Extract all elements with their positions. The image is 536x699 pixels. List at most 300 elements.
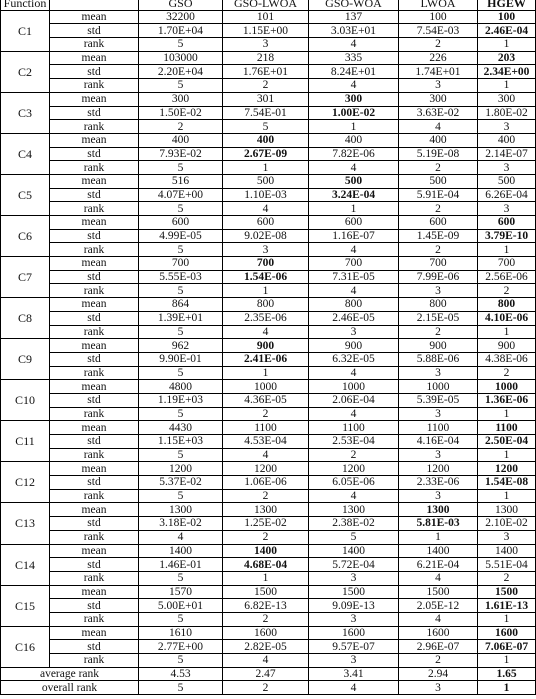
function-name-cell: C7 — [1, 257, 50, 298]
summary-label-cell: overall rank — [1, 681, 139, 695]
value-cell: 5 — [139, 489, 223, 503]
summary-value-cell: 2.94 — [399, 667, 478, 681]
value-cell: 1.15E+03 — [139, 435, 223, 449]
value-cell: 4800 — [139, 380, 223, 394]
stat-label-cell: mean — [50, 503, 139, 517]
value-cell: 1 — [223, 161, 309, 175]
value-cell: 1400 — [478, 544, 536, 558]
value-cell: 2.53E-04 — [309, 435, 399, 449]
stat-label-cell: std — [50, 352, 139, 366]
value-cell: 4 — [399, 612, 478, 626]
value-cell: 5 — [139, 161, 223, 175]
value-cell: 101 — [223, 10, 309, 24]
value-cell: 3.63E-02 — [399, 106, 478, 120]
table-row — [1, 366, 536, 380]
value-cell: 900 — [478, 339, 536, 353]
value-cell: 1100 — [309, 421, 399, 435]
stat-label-cell: rank — [50, 79, 139, 93]
value-cell: 4 — [223, 202, 309, 216]
value-cell: 5 — [139, 284, 223, 298]
value-cell: 4 — [399, 120, 478, 134]
table-row — [1, 339, 536, 353]
value-cell: 800 — [309, 298, 399, 312]
value-cell: 1 — [478, 38, 536, 52]
table-row — [1, 216, 536, 230]
value-cell: 100 — [478, 10, 536, 24]
value-cell: 1 — [478, 654, 536, 668]
value-cell: 3 — [478, 530, 536, 544]
value-cell: 2 — [478, 366, 536, 380]
table-row — [1, 544, 536, 558]
value-cell: 700 — [139, 257, 223, 271]
value-cell: 1610 — [139, 626, 223, 640]
function-name-cell: C4 — [1, 133, 50, 174]
stat-label-cell: rank — [50, 284, 139, 298]
value-cell: 335 — [309, 51, 399, 65]
value-cell: 2 — [399, 38, 478, 52]
value-cell: 3 — [399, 407, 478, 421]
value-cell: 5.72E-04 — [309, 558, 399, 572]
stat-label-cell: mean — [50, 626, 139, 640]
value-cell: 1200 — [399, 462, 478, 476]
value-cell: 4 — [139, 530, 223, 544]
value-cell: 4 — [309, 284, 399, 298]
value-cell: 1400 — [223, 544, 309, 558]
value-cell: 5.00E+01 — [139, 599, 223, 613]
value-cell: 1.61E-13 — [478, 599, 536, 613]
value-cell: 800 — [399, 298, 478, 312]
value-cell: 3 — [223, 243, 309, 257]
value-cell: 400 — [223, 133, 309, 147]
value-cell: 2 — [399, 325, 478, 339]
table-row — [1, 106, 536, 120]
stat-label-cell: mean — [50, 133, 139, 147]
stat-label-cell: mean — [50, 462, 139, 476]
value-cell: 1000 — [478, 380, 536, 394]
summary-value-cell: 5 — [139, 681, 223, 695]
value-cell: 1570 — [139, 585, 223, 599]
stat-label-cell: rank — [50, 243, 139, 257]
table-body — [1, 10, 536, 694]
value-cell: 5 — [139, 202, 223, 216]
value-cell: 5 — [139, 571, 223, 585]
value-cell: 1.54E-06 — [223, 270, 309, 284]
value-cell: 1.45E-09 — [399, 229, 478, 243]
value-cell: 8.24E+01 — [309, 65, 399, 79]
value-cell: 103000 — [139, 51, 223, 65]
value-cell: 300 — [309, 92, 399, 106]
value-cell: 1 — [223, 571, 309, 585]
header-gso-woa: GSO-WOA — [309, 0, 399, 10]
value-cell: 4 — [399, 571, 478, 585]
stat-label-cell: mean — [50, 216, 139, 230]
value-cell: 2.05E-12 — [399, 599, 478, 613]
value-cell: 1000 — [223, 380, 309, 394]
value-cell: 1 — [478, 79, 536, 93]
value-cell: 1.46E-01 — [139, 558, 223, 572]
value-cell: 1.74E+01 — [399, 65, 478, 79]
value-cell: 1.80E-02 — [478, 106, 536, 120]
value-cell: 4 — [223, 654, 309, 668]
value-cell: 2.35E-06 — [223, 311, 309, 325]
table-row — [1, 147, 536, 161]
value-cell: 2.20E+04 — [139, 65, 223, 79]
value-cell: 9.90E-01 — [139, 352, 223, 366]
value-cell: 4 — [309, 489, 399, 503]
value-cell: 500 — [478, 174, 536, 188]
value-cell: 4 — [309, 243, 399, 257]
value-cell: 2.10E-02 — [478, 517, 536, 531]
value-cell: 1200 — [309, 462, 399, 476]
value-cell: 700 — [399, 257, 478, 271]
value-cell: 1.54E-08 — [478, 476, 536, 490]
table-row — [1, 38, 536, 52]
value-cell: 864 — [139, 298, 223, 312]
table-row — [1, 188, 536, 202]
value-cell: 32200 — [139, 10, 223, 24]
table-row — [1, 517, 536, 531]
value-cell: 1 — [478, 489, 536, 503]
stat-label-cell: std — [50, 65, 139, 79]
table-row — [1, 476, 536, 490]
value-cell: 1200 — [139, 462, 223, 476]
value-cell: 3 — [478, 161, 536, 175]
summary-value-cell: 3.41 — [309, 667, 399, 681]
table-row — [1, 435, 536, 449]
value-cell: 1.36E-06 — [478, 393, 536, 407]
value-cell: 3 — [478, 120, 536, 134]
value-cell: 1.00E-02 — [309, 106, 399, 120]
table-row — [1, 571, 536, 585]
table-row — [1, 92, 536, 106]
value-cell: 2.33E-06 — [399, 476, 478, 490]
value-cell: 1600 — [309, 626, 399, 640]
value-cell: 4.53E-04 — [223, 435, 309, 449]
function-name-cell: C16 — [1, 626, 50, 667]
value-cell: 1 — [478, 612, 536, 626]
value-cell: 2 — [223, 407, 309, 421]
value-cell: 5 — [139, 243, 223, 257]
value-cell: 3 — [309, 654, 399, 668]
stat-label-cell: std — [50, 640, 139, 654]
value-cell: 962 — [139, 339, 223, 353]
value-cell: 3 — [399, 284, 478, 298]
value-cell: 2.14E-07 — [478, 147, 536, 161]
stat-label-cell: std — [50, 476, 139, 490]
value-cell: 7.82E-06 — [309, 147, 399, 161]
value-cell: 203 — [478, 51, 536, 65]
value-cell: 9.57E-07 — [309, 640, 399, 654]
value-cell: 2 — [399, 202, 478, 216]
stat-label-cell: mean — [50, 380, 139, 394]
value-cell: 700 — [478, 257, 536, 271]
value-cell: 2 — [399, 654, 478, 668]
table-row — [1, 421, 536, 435]
value-cell: 4 — [309, 79, 399, 93]
table-row — [1, 161, 536, 175]
value-cell: 2 — [399, 161, 478, 175]
table-row — [1, 243, 536, 257]
value-cell: 3 — [399, 448, 478, 462]
stat-label-cell: rank — [50, 489, 139, 503]
value-cell: 1600 — [223, 626, 309, 640]
value-cell: 600 — [223, 216, 309, 230]
value-cell: 5.88E-06 — [399, 352, 478, 366]
value-cell: 2.96E-07 — [399, 640, 478, 654]
stat-label-cell: std — [50, 24, 139, 38]
table-row — [1, 257, 536, 271]
value-cell: 3 — [399, 366, 478, 380]
value-cell: 1 — [309, 120, 399, 134]
value-cell: 4.68E-04 — [223, 558, 309, 572]
value-cell: 1400 — [139, 544, 223, 558]
value-cell: 226 — [399, 51, 478, 65]
value-cell: 7.06E-07 — [478, 640, 536, 654]
value-cell: 1.06E-06 — [223, 476, 309, 490]
value-cell: 7.54E-01 — [223, 106, 309, 120]
stat-label-cell: std — [50, 106, 139, 120]
stat-label-cell: mean — [50, 585, 139, 599]
value-cell: 1100 — [478, 421, 536, 435]
function-name-cell: C11 — [1, 421, 50, 462]
value-cell: 4430 — [139, 421, 223, 435]
function-name-cell: C5 — [1, 174, 50, 215]
header-gso-lwoa: GSO-LWOA — [223, 0, 309, 10]
value-cell: 100 — [399, 10, 478, 24]
stat-label-cell: rank — [50, 654, 139, 668]
value-cell: 1 — [309, 202, 399, 216]
value-cell: 6.05E-06 — [309, 476, 399, 490]
value-cell: 900 — [309, 339, 399, 353]
value-cell: 1300 — [223, 503, 309, 517]
value-cell: 1300 — [399, 503, 478, 517]
value-cell: 2 — [478, 284, 536, 298]
value-cell: 4.38E-06 — [478, 352, 536, 366]
value-cell: 5 — [139, 325, 223, 339]
value-cell: 500 — [223, 174, 309, 188]
table-row — [1, 133, 536, 147]
value-cell: 1 — [478, 448, 536, 462]
value-cell: 1400 — [399, 544, 478, 558]
value-cell: 4.10E-06 — [478, 311, 536, 325]
value-cell: 3 — [309, 571, 399, 585]
table-row — [1, 298, 536, 312]
function-name-cell: C10 — [1, 380, 50, 421]
table-row — [1, 626, 536, 640]
stat-label-cell: std — [50, 435, 139, 449]
value-cell: 300 — [478, 92, 536, 106]
value-cell: 900 — [399, 339, 478, 353]
table-row — [1, 599, 536, 613]
value-cell: 400 — [478, 133, 536, 147]
table-row — [1, 530, 536, 544]
value-cell: 2.77E+00 — [139, 640, 223, 654]
value-cell: 6.26E-04 — [478, 188, 536, 202]
value-cell: 4 — [309, 366, 399, 380]
value-cell: 1.39E+01 — [139, 311, 223, 325]
function-name-cell: C15 — [1, 585, 50, 626]
value-cell: 7.93E-02 — [139, 147, 223, 161]
value-cell: 7.99E-06 — [399, 270, 478, 284]
stat-label-cell: std — [50, 599, 139, 613]
header-lwoa: LWOA — [399, 0, 478, 10]
value-cell: 1.76E+01 — [223, 65, 309, 79]
table-row — [1, 640, 536, 654]
summary-value-cell: 3 — [399, 681, 478, 695]
value-cell: 2.34E+00 — [478, 65, 536, 79]
value-cell: 137 — [309, 10, 399, 24]
value-cell: 5 — [139, 79, 223, 93]
stat-label-cell: rank — [50, 366, 139, 380]
value-cell: 1100 — [223, 421, 309, 435]
table-row — [1, 311, 536, 325]
value-cell: 9.02E-08 — [223, 229, 309, 243]
value-cell: 2 — [139, 120, 223, 134]
value-cell: 3.79E-10 — [478, 229, 536, 243]
value-cell: 2 — [223, 489, 309, 503]
value-cell: 3 — [478, 202, 536, 216]
summary-value-cell: 2 — [223, 681, 309, 695]
summary-label-cell: average rank — [1, 667, 139, 681]
value-cell: 1 — [478, 243, 536, 257]
value-cell: 700 — [309, 257, 399, 271]
value-cell: 3 — [309, 325, 399, 339]
stat-label-cell: rank — [50, 202, 139, 216]
value-cell: 1.50E-02 — [139, 106, 223, 120]
table-row — [1, 202, 536, 216]
function-name-cell: C2 — [1, 51, 50, 92]
value-cell: 3.03E+01 — [309, 24, 399, 38]
table-row — [1, 448, 536, 462]
value-cell: 2.46E-05 — [309, 311, 399, 325]
value-cell: 5 — [139, 654, 223, 668]
value-cell: 5.91E-04 — [399, 188, 478, 202]
stat-label-cell: mean — [50, 298, 139, 312]
summary-row — [1, 667, 536, 681]
table-row — [1, 24, 536, 38]
stat-label-cell: rank — [50, 612, 139, 626]
value-cell: 3.18E-02 — [139, 517, 223, 531]
stat-label-cell: std — [50, 558, 139, 572]
table-header — [1, 0, 536, 10]
value-cell: 4.07E+00 — [139, 188, 223, 202]
value-cell: 1000 — [309, 380, 399, 394]
stat-label-cell: rank — [50, 120, 139, 134]
stat-label-cell: mean — [50, 257, 139, 271]
header-function: Function — [1, 0, 50, 10]
table-row — [1, 503, 536, 517]
table-row — [1, 585, 536, 599]
stat-label-cell: rank — [50, 161, 139, 175]
summary-row — [1, 681, 536, 695]
value-cell: 1500 — [223, 585, 309, 599]
stat-label-cell: std — [50, 393, 139, 407]
value-cell: 1200 — [478, 462, 536, 476]
value-cell: 4 — [309, 161, 399, 175]
value-cell: 6.21E-04 — [399, 558, 478, 572]
value-cell: 300 — [139, 92, 223, 106]
table-row — [1, 654, 536, 668]
value-cell: 2.46E-04 — [478, 24, 536, 38]
stat-label-cell: std — [50, 270, 139, 284]
value-cell: 3 — [399, 489, 478, 503]
value-cell: 400 — [309, 133, 399, 147]
value-cell: 1 — [399, 530, 478, 544]
value-cell: 2 — [223, 612, 309, 626]
value-cell: 2 — [223, 79, 309, 93]
function-name-cell: C1 — [1, 10, 50, 51]
value-cell: 6.82E-13 — [223, 599, 309, 613]
function-name-cell: C13 — [1, 503, 50, 544]
stat-label-cell: std — [50, 188, 139, 202]
value-cell: 5.37E-02 — [139, 476, 223, 490]
stat-label-cell: rank — [50, 448, 139, 462]
value-cell: 4.99E-05 — [139, 229, 223, 243]
value-cell: 5.55E-03 — [139, 270, 223, 284]
stat-label-cell: rank — [50, 571, 139, 585]
function-name-cell: C8 — [1, 298, 50, 339]
value-cell: 4 — [309, 407, 399, 421]
value-cell: 218 — [223, 51, 309, 65]
table-row — [1, 51, 536, 65]
function-name-cell: C14 — [1, 544, 50, 585]
value-cell: 1 — [478, 325, 536, 339]
value-cell: 301 — [223, 92, 309, 106]
table-row — [1, 284, 536, 298]
stat-label-cell: mean — [50, 339, 139, 353]
table-row — [1, 393, 536, 407]
stat-label-cell: std — [50, 517, 139, 531]
value-cell: 1500 — [399, 585, 478, 599]
value-cell: 1.19E+03 — [139, 393, 223, 407]
value-cell: 5 — [139, 407, 223, 421]
table-row — [1, 612, 536, 626]
value-cell: 5 — [309, 530, 399, 544]
table-row — [1, 380, 536, 394]
summary-value-cell: 4 — [309, 681, 399, 695]
table-row — [1, 558, 536, 572]
value-cell: 7.31E-05 — [309, 270, 399, 284]
stat-label-cell: std — [50, 311, 139, 325]
value-cell: 2.67E-09 — [223, 147, 309, 161]
function-name-cell: C9 — [1, 339, 50, 380]
value-cell: 1300 — [309, 503, 399, 517]
value-cell: 1300 — [139, 503, 223, 517]
value-cell: 5.51E-04 — [478, 558, 536, 572]
value-cell: 4 — [223, 325, 309, 339]
table-row — [1, 489, 536, 503]
stat-label-cell: rank — [50, 38, 139, 52]
value-cell: 1 — [223, 366, 309, 380]
value-cell: 5 — [139, 366, 223, 380]
header-gso: GSO — [139, 0, 223, 10]
stat-label-cell: mean — [50, 174, 139, 188]
value-cell: 800 — [478, 298, 536, 312]
table-row — [1, 79, 536, 93]
value-cell: 500 — [399, 174, 478, 188]
value-cell: 1.70E+04 — [139, 24, 223, 38]
table-row — [1, 10, 536, 24]
table-row — [1, 174, 536, 188]
table-row — [1, 270, 536, 284]
stat-label-cell: mean — [50, 421, 139, 435]
value-cell: 2.56E-06 — [478, 270, 536, 284]
value-cell: 800 — [223, 298, 309, 312]
stat-label-cell: mean — [50, 51, 139, 65]
table-row — [1, 352, 536, 366]
header-hgew: HGEW — [478, 0, 536, 10]
value-cell: 300 — [399, 92, 478, 106]
